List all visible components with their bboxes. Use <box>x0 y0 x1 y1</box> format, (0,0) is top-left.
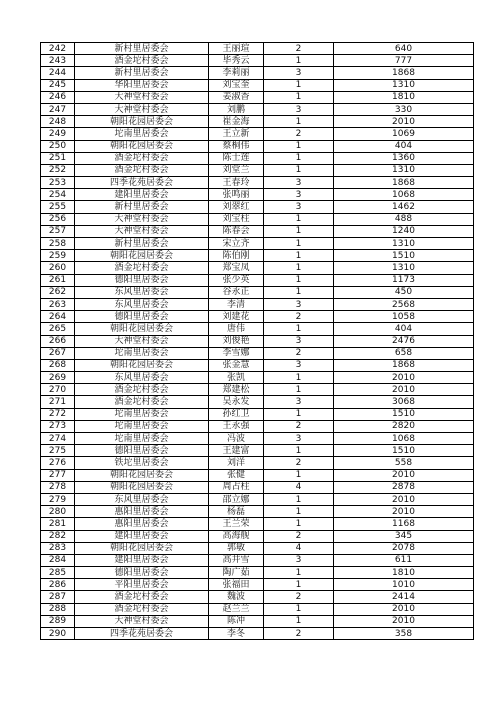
cell-index: 270 <box>41 384 75 396</box>
cell-committee: 新村里居委会 <box>75 67 209 79</box>
cell-index: 272 <box>41 408 75 420</box>
cell-amount: 1168 <box>334 518 474 530</box>
table-row <box>41 603 474 615</box>
cell-committee: 大神堂村委会 <box>75 615 209 627</box>
cell-index: 253 <box>41 177 75 189</box>
table-row <box>41 579 474 591</box>
table-row <box>41 542 474 554</box>
table-row <box>41 457 474 469</box>
cell-name: 郑宝凤 <box>209 262 264 274</box>
cell-count: 3 <box>264 67 334 79</box>
cell-committee: 朝阳花园居委会 <box>75 116 209 128</box>
cell-count: 1 <box>264 579 334 591</box>
cell-count: 1 <box>264 493 334 505</box>
table-row <box>41 103 474 115</box>
cell-name: 张凯 <box>209 372 264 384</box>
cell-count: 1 <box>264 152 334 164</box>
cell-name: 李冬 <box>209 628 264 640</box>
cell-index: 289 <box>41 615 75 627</box>
cell-amount: 488 <box>334 213 474 225</box>
cell-name: 刘宝柱 <box>209 213 264 225</box>
cell-count: 2 <box>264 591 334 603</box>
cell-index: 259 <box>41 250 75 262</box>
cell-amount: 1240 <box>334 225 474 237</box>
cell-amount: 2078 <box>334 542 474 554</box>
cell-count: 2 <box>264 457 334 469</box>
cell-amount: 2010 <box>334 506 474 518</box>
table-row <box>41 628 474 640</box>
cell-name: 李雪娜 <box>209 347 264 359</box>
cell-index: 245 <box>41 79 75 91</box>
table-row <box>41 493 474 505</box>
table-row <box>41 554 474 566</box>
cell-count: 1 <box>264 238 334 250</box>
cell-index: 257 <box>41 225 75 237</box>
cell-committee: 坨南里居委会 <box>75 128 209 140</box>
cell-count: 1 <box>264 250 334 262</box>
table-row <box>41 481 474 493</box>
cell-committee: 东风里居委会 <box>75 298 209 310</box>
cell-index: 287 <box>41 591 75 603</box>
cell-count: 2 <box>264 628 334 640</box>
table-row <box>41 189 474 201</box>
cell-count: 3 <box>264 177 334 189</box>
cell-amount: 2010 <box>334 372 474 384</box>
cell-committee: 朝阳花园居委会 <box>75 140 209 152</box>
cell-count: 1 <box>264 408 334 420</box>
cell-count: 3 <box>264 189 334 201</box>
cell-committee: 新村里居委会 <box>75 201 209 213</box>
cell-committee: 华阳里居委会 <box>75 79 209 91</box>
cell-committee: 朝阳花园居委会 <box>75 542 209 554</box>
cell-name: 蔡桐伟 <box>209 140 264 152</box>
cell-count: 1 <box>264 79 334 91</box>
cell-name: 陈冲 <box>209 615 264 627</box>
cell-committee: 坨南里居委会 <box>75 408 209 420</box>
cell-name: 姜淑香 <box>209 91 264 103</box>
cell-amount: 450 <box>334 286 474 298</box>
cell-committee: 朝阳花园居委会 <box>75 481 209 493</box>
table-row <box>41 323 474 335</box>
cell-amount: 2476 <box>334 335 474 347</box>
cell-count: 2 <box>264 347 334 359</box>
cell-amount: 345 <box>334 530 474 542</box>
cell-index: 280 <box>41 506 75 518</box>
cell-amount: 2878 <box>334 481 474 493</box>
table-row <box>41 347 474 359</box>
cell-index: 254 <box>41 189 75 201</box>
cell-committee: 德阳里居委会 <box>75 274 209 286</box>
cell-count: 1 <box>264 213 334 225</box>
cell-amount: 558 <box>334 457 474 469</box>
cell-index: 286 <box>41 579 75 591</box>
cell-committee: 酒金坨村委会 <box>75 262 209 274</box>
cell-count: 1 <box>264 274 334 286</box>
cell-amount: 611 <box>334 554 474 566</box>
cell-amount: 358 <box>334 628 474 640</box>
table-row <box>41 140 474 152</box>
table-row <box>41 445 474 457</box>
cell-count: 1 <box>264 445 334 457</box>
cell-count: 2 <box>264 43 334 55</box>
cell-count: 2 <box>264 128 334 140</box>
cell-index: 279 <box>41 493 75 505</box>
cell-index: 276 <box>41 457 75 469</box>
cell-count: 1 <box>264 506 334 518</box>
table-row <box>41 615 474 627</box>
cell-name: 高海舰 <box>209 530 264 542</box>
cell-amount: 1058 <box>334 311 474 323</box>
cell-count: 3 <box>264 298 334 310</box>
cell-index: 290 <box>41 628 75 640</box>
table-row <box>41 591 474 603</box>
cell-amount: 640 <box>334 43 474 55</box>
cell-name: 魏波 <box>209 591 264 603</box>
cell-committee: 建阳里居委会 <box>75 189 209 201</box>
table-row <box>41 359 474 371</box>
cell-amount: 2414 <box>334 591 474 603</box>
cell-index: 264 <box>41 311 75 323</box>
cell-index: 255 <box>41 201 75 213</box>
cell-committee: 四季花苑居委会 <box>75 177 209 189</box>
spreadsheet-page <box>40 42 473 640</box>
cell-committee: 朝阳花园居委会 <box>75 250 209 262</box>
cell-index: 250 <box>41 140 75 152</box>
cell-index: 263 <box>41 298 75 310</box>
cell-count: 1 <box>264 603 334 615</box>
cell-amount: 1069 <box>334 128 474 140</box>
cell-index: 275 <box>41 445 75 457</box>
cell-index: 265 <box>41 323 75 335</box>
cell-count: 1 <box>264 262 334 274</box>
cell-amount: 1310 <box>334 164 474 176</box>
table-row <box>41 286 474 298</box>
cell-amount: 777 <box>334 55 474 67</box>
cell-name: 陈士莲 <box>209 152 264 164</box>
cell-count: 1 <box>264 225 334 237</box>
cell-amount: 1510 <box>334 408 474 420</box>
cell-name: 周占柱 <box>209 481 264 493</box>
cell-count: 1 <box>264 140 334 152</box>
cell-amount: 2010 <box>334 493 474 505</box>
cell-name: 刘俊艳 <box>209 335 264 347</box>
cell-name: 王春玲 <box>209 177 264 189</box>
cell-count: 4 <box>264 542 334 554</box>
cell-amount: 1173 <box>334 274 474 286</box>
cell-amount: 2010 <box>334 116 474 128</box>
cell-name: 赵兰兰 <box>209 603 264 615</box>
table-row <box>41 262 474 274</box>
cell-amount: 1068 <box>334 189 474 201</box>
cell-name: 毕秀云 <box>209 55 264 67</box>
cell-committee: 酒金坨村委会 <box>75 55 209 67</box>
cell-committee: 德阳里居委会 <box>75 567 209 579</box>
cell-amount: 2010 <box>334 469 474 481</box>
cell-name: 郑建松 <box>209 384 264 396</box>
cell-amount: 1462 <box>334 201 474 213</box>
cell-name: 高井雪 <box>209 554 264 566</box>
cell-count: 1 <box>264 91 334 103</box>
table-row <box>41 469 474 481</box>
cell-committee: 酒金坨村委会 <box>75 152 209 164</box>
table-row <box>41 433 474 445</box>
table-row <box>41 225 474 237</box>
cell-name: 李清 <box>209 298 264 310</box>
cell-count: 1 <box>264 518 334 530</box>
cell-count: 1 <box>264 323 334 335</box>
cell-committee: 酒金坨村委会 <box>75 603 209 615</box>
cell-name: 王建富 <box>209 445 264 457</box>
cell-committee: 建阳里居委会 <box>75 554 209 566</box>
cell-name: 邵立娜 <box>209 493 264 505</box>
cell-committee: 建阳里居委会 <box>75 530 209 542</box>
cell-count: 1 <box>264 384 334 396</box>
table-row <box>41 506 474 518</box>
cell-index: 258 <box>41 238 75 250</box>
cell-count: 1 <box>264 615 334 627</box>
cell-name: 郭敏 <box>209 542 264 554</box>
cell-amount: 1360 <box>334 152 474 164</box>
cell-index: 284 <box>41 554 75 566</box>
cell-name: 张少英 <box>209 274 264 286</box>
cell-amount: 1510 <box>334 445 474 457</box>
table-row <box>41 396 474 408</box>
cell-committee: 惠阳里居委会 <box>75 506 209 518</box>
cell-amount: 2820 <box>334 420 474 432</box>
cell-amount: 658 <box>334 347 474 359</box>
cell-name: 宋立齐 <box>209 238 264 250</box>
cell-name: 孙红卫 <box>209 408 264 420</box>
cell-amount: 404 <box>334 140 474 152</box>
cell-committee: 德阳里居委会 <box>75 445 209 457</box>
cell-committee: 大神堂村委会 <box>75 335 209 347</box>
cell-count: 3 <box>264 433 334 445</box>
cell-count: 1 <box>264 372 334 384</box>
cell-index: 269 <box>41 372 75 384</box>
cell-name: 张健 <box>209 469 264 481</box>
cell-committee: 新村里居委会 <box>75 43 209 55</box>
cell-amount: 1310 <box>334 238 474 250</box>
cell-count: 1 <box>264 164 334 176</box>
data-table <box>40 42 474 640</box>
cell-name: 唐伟 <box>209 323 264 335</box>
cell-name: 杨磊 <box>209 506 264 518</box>
cell-committee: 惠阳里居委会 <box>75 518 209 530</box>
cell-amount: 1310 <box>334 262 474 274</box>
cell-index: 247 <box>41 103 75 115</box>
cell-amount: 2010 <box>334 603 474 615</box>
cell-name: 冯波 <box>209 433 264 445</box>
cell-count: 3 <box>264 359 334 371</box>
cell-committee: 朝阳花园居委会 <box>75 323 209 335</box>
cell-index: 246 <box>41 91 75 103</box>
table-row <box>41 116 474 128</box>
cell-index: 251 <box>41 152 75 164</box>
cell-index: 266 <box>41 335 75 347</box>
cell-committee: 平阳里居委会 <box>75 579 209 591</box>
cell-name: 王丽瑄 <box>209 43 264 55</box>
cell-index: 262 <box>41 286 75 298</box>
cell-committee: 酒金坨村委会 <box>75 164 209 176</box>
table-row <box>41 372 474 384</box>
cell-committee: 坨南里居委会 <box>75 420 209 432</box>
cell-committee: 新村里居委会 <box>75 238 209 250</box>
cell-index: 256 <box>41 213 75 225</box>
cell-index: 260 <box>41 262 75 274</box>
cell-index: 267 <box>41 347 75 359</box>
cell-name: 王立新 <box>209 128 264 140</box>
cell-committee: 铁坨里居委会 <box>75 457 209 469</box>
table-row <box>41 43 474 55</box>
cell-count: 3 <box>264 201 334 213</box>
cell-amount: 404 <box>334 323 474 335</box>
cell-amount: 1310 <box>334 79 474 91</box>
cell-count: 4 <box>264 481 334 493</box>
table-row <box>41 567 474 579</box>
cell-count: 2 <box>264 530 334 542</box>
cell-name: 刘鹏 <box>209 103 264 115</box>
cell-count: 1 <box>264 116 334 128</box>
table-row <box>41 274 474 286</box>
cell-index: 282 <box>41 530 75 542</box>
cell-amount: 2010 <box>334 615 474 627</box>
cell-index: 278 <box>41 481 75 493</box>
cell-amount: 1868 <box>334 67 474 79</box>
table-row <box>41 298 474 310</box>
table-row <box>41 201 474 213</box>
cell-committee: 坨南里居委会 <box>75 347 209 359</box>
cell-index: 268 <box>41 359 75 371</box>
table-row <box>41 530 474 542</box>
table-row <box>41 152 474 164</box>
cell-name: 刘建花 <box>209 311 264 323</box>
cell-count: 1 <box>264 55 334 67</box>
cell-index: 283 <box>41 542 75 554</box>
cell-name: 陶广茹 <box>209 567 264 579</box>
cell-index: 273 <box>41 420 75 432</box>
cell-committee: 酒金坨村委会 <box>75 591 209 603</box>
table-row <box>41 177 474 189</box>
cell-name: 吴永发 <box>209 396 264 408</box>
table-row <box>41 164 474 176</box>
table-body <box>41 43 474 640</box>
cell-index: 281 <box>41 518 75 530</box>
cell-amount: 2568 <box>334 298 474 310</box>
cell-committee: 大神堂村委会 <box>75 213 209 225</box>
cell-name: 张福田 <box>209 579 264 591</box>
cell-amount: 330 <box>334 103 474 115</box>
cell-committee: 四季花苑居委会 <box>75 628 209 640</box>
cell-count: 2 <box>264 311 334 323</box>
table-row <box>41 238 474 250</box>
cell-index: 244 <box>41 67 75 79</box>
cell-index: 249 <box>41 128 75 140</box>
cell-index: 242 <box>41 43 75 55</box>
cell-name: 刘宝奎 <box>209 79 264 91</box>
cell-count: 3 <box>264 396 334 408</box>
cell-index: 274 <box>41 433 75 445</box>
cell-name: 刘翠红 <box>209 201 264 213</box>
table-row <box>41 67 474 79</box>
cell-name: 刘堂兰 <box>209 164 264 176</box>
cell-amount: 1810 <box>334 91 474 103</box>
cell-committee: 大神堂村委会 <box>75 225 209 237</box>
table-row <box>41 420 474 432</box>
cell-name: 王兰荣 <box>209 518 264 530</box>
table-row <box>41 79 474 91</box>
table-row <box>41 250 474 262</box>
cell-committee: 朝阳花园居委会 <box>75 359 209 371</box>
cell-committee: 东风里居委会 <box>75 493 209 505</box>
cell-index: 277 <box>41 469 75 481</box>
cell-committee: 大神堂村委会 <box>75 91 209 103</box>
cell-index: 243 <box>41 55 75 67</box>
cell-committee: 东风里居委会 <box>75 372 209 384</box>
table-row <box>41 518 474 530</box>
table-row <box>41 408 474 420</box>
cell-name: 王永强 <box>209 420 264 432</box>
table-row <box>41 91 474 103</box>
cell-index: 252 <box>41 164 75 176</box>
table-row <box>41 311 474 323</box>
cell-amount: 1068 <box>334 433 474 445</box>
cell-amount: 2010 <box>334 384 474 396</box>
cell-name: 陈伯刚 <box>209 250 264 262</box>
cell-count: 1 <box>264 469 334 481</box>
cell-index: 288 <box>41 603 75 615</box>
cell-amount: 1868 <box>334 359 474 371</box>
cell-index: 271 <box>41 396 75 408</box>
cell-amount: 3068 <box>334 396 474 408</box>
cell-committee: 酒金坨村委会 <box>75 396 209 408</box>
cell-amount: 1810 <box>334 567 474 579</box>
cell-index: 261 <box>41 274 75 286</box>
cell-committee: 坨南里居委会 <box>75 433 209 445</box>
cell-count: 2 <box>264 420 334 432</box>
cell-committee: 朝阳花园居委会 <box>75 469 209 481</box>
table-row <box>41 384 474 396</box>
cell-amount: 1868 <box>334 177 474 189</box>
cell-count: 1 <box>264 567 334 579</box>
cell-name: 张金慧 <box>209 359 264 371</box>
table-row <box>41 213 474 225</box>
cell-count: 3 <box>264 335 334 347</box>
cell-name: 刘洋 <box>209 457 264 469</box>
table-row <box>41 128 474 140</box>
cell-index: 285 <box>41 567 75 579</box>
cell-name: 陈春会 <box>209 225 264 237</box>
cell-count: 3 <box>264 554 334 566</box>
cell-count: 1 <box>264 286 334 298</box>
cell-name: 李莉丽 <box>209 67 264 79</box>
cell-committee: 酒金坨村委会 <box>75 384 209 396</box>
cell-name: 谷永正 <box>209 286 264 298</box>
cell-amount: 1510 <box>334 250 474 262</box>
cell-committee: 德阳里居委会 <box>75 311 209 323</box>
cell-amount: 1010 <box>334 579 474 591</box>
cell-committee: 大神堂村委会 <box>75 103 209 115</box>
cell-name: 崔金海 <box>209 116 264 128</box>
cell-count: 3 <box>264 103 334 115</box>
table-row <box>41 55 474 67</box>
cell-index: 248 <box>41 116 75 128</box>
cell-name: 张鸣丽 <box>209 189 264 201</box>
cell-committee: 东风里居委会 <box>75 286 209 298</box>
table-row <box>41 335 474 347</box>
